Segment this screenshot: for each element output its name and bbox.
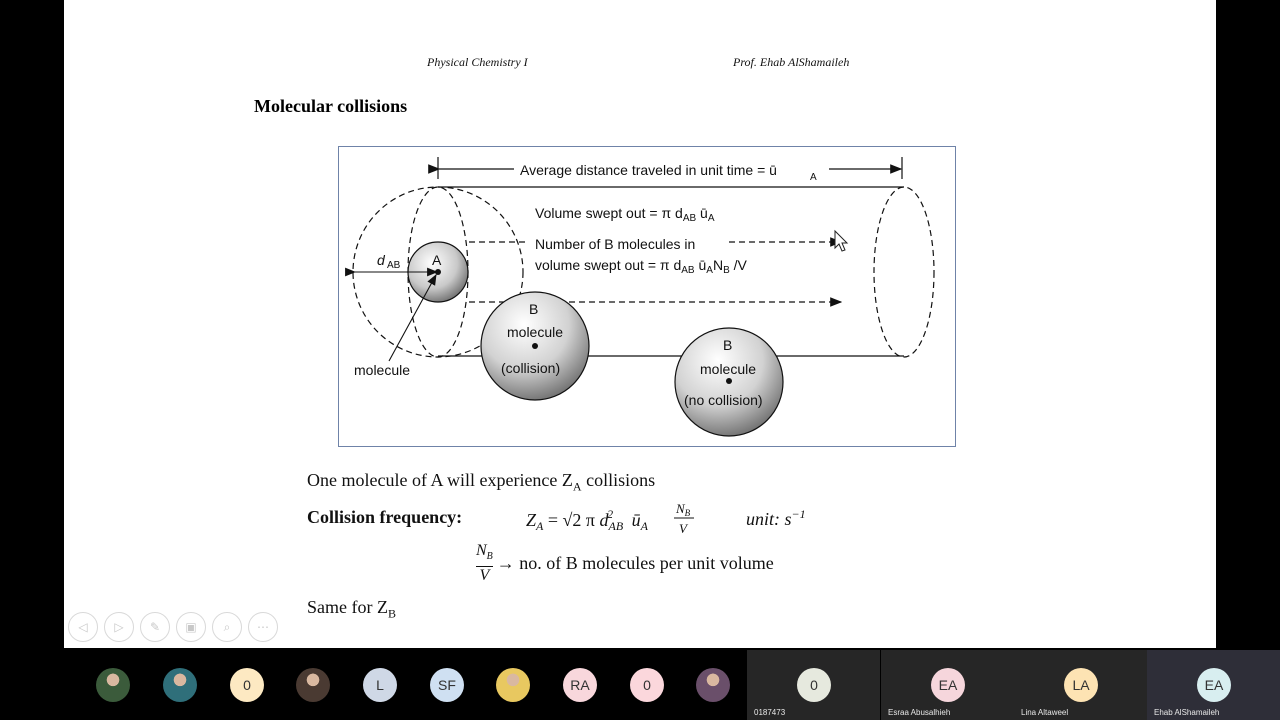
number-label-1: Number of B molecules in bbox=[535, 236, 696, 252]
participant-initials-avatar[interactable]: SF bbox=[430, 668, 464, 702]
tile-participant-name: Ehab AlShamaileh bbox=[1154, 708, 1220, 717]
participant-tile[interactable] bbox=[1147, 650, 1280, 720]
slide-canvas bbox=[64, 0, 1216, 648]
unit-label: unit: $s^{-1}$ bbox=[746, 507, 806, 529]
collision-figure bbox=[338, 146, 956, 447]
nbv-definition: $\frac{N_B}{V}$ → no. of B molecules per unit volume bbox=[476, 542, 774, 585]
dab-label: d bbox=[377, 252, 385, 268]
collision-frequency-equation bbox=[526, 502, 726, 545]
participant-photo-avatar[interactable] bbox=[496, 668, 530, 702]
svg-text:NB: $N_B$ bbox=[676, 502, 691, 518]
distance-label: Average distance traveled in unit time = ū bbox=[520, 162, 777, 178]
tile-participant-name: Esraa Abusalhieh bbox=[888, 708, 951, 717]
mouse-cursor-icon bbox=[835, 231, 847, 251]
collision-label: (collision) bbox=[501, 360, 561, 376]
zoom-icon[interactable]: ⌕ bbox=[212, 612, 242, 642]
tile-avatar: EA bbox=[1197, 668, 1231, 702]
tile-avatar: LA bbox=[1064, 668, 1098, 702]
no-collision-label: (no collision) bbox=[684, 392, 763, 408]
presentation-toolbar bbox=[68, 612, 278, 646]
participant-initials-avatar[interactable]: L bbox=[363, 668, 397, 702]
prev-icon[interactable]: ◁ bbox=[68, 612, 98, 642]
participant-tile[interactable] bbox=[1014, 650, 1147, 720]
number-label-2: volume swept out = π $d_{AB}$ $ū_AN_B$ /V bbox=[535, 257, 747, 276]
tile-avatar: 0 bbox=[797, 668, 831, 702]
collision-frequency-label: Collision frequency: bbox=[307, 507, 463, 527]
tile-participant-name: Lina Altaweel bbox=[1021, 708, 1069, 717]
svg-text:AB: AB bbox=[387, 260, 401, 271]
participant-tile[interactable] bbox=[747, 650, 880, 720]
svg-text:B: B bbox=[723, 337, 733, 353]
a-label: A bbox=[432, 252, 442, 268]
more-icon[interactable]: ⋯ bbox=[248, 612, 278, 642]
participant-photo-avatar[interactable] bbox=[163, 668, 197, 702]
slides-icon[interactable]: ▣ bbox=[176, 612, 206, 642]
participant-photo-avatar[interactable] bbox=[296, 668, 330, 702]
svg-text:B: B bbox=[529, 301, 539, 317]
slide-title: Molecular collisions bbox=[254, 96, 408, 116]
header-author: Prof. Ehab AlShamaileh bbox=[733, 55, 850, 69]
svg-text:molecule: molecule bbox=[507, 324, 564, 340]
participant-initials-avatar[interactable]: 0 bbox=[230, 668, 264, 702]
pen-icon[interactable]: ✎ bbox=[140, 612, 170, 642]
next-icon[interactable]: ▷ bbox=[104, 612, 134, 642]
same-for-line: Same for $Z_B$ bbox=[307, 597, 396, 621]
svg-text:ZA = √2 π dAB2 ūA: $Z_A = √2$ π $d_{AB}2$ $ū_A$ bbox=[526, 507, 648, 533]
tile-avatar: EA bbox=[931, 668, 965, 702]
volume-label: Volume swept out = π $d_{AB}$ $ū_A$ bbox=[535, 205, 715, 224]
svg-text:molecule: molecule bbox=[700, 361, 757, 377]
participant-initials-avatar[interactable]: RA bbox=[563, 668, 597, 702]
molecule-label: molecule bbox=[354, 362, 411, 378]
text-line-za: One molecule of A will experience $Z_A$ collisions bbox=[307, 470, 656, 494]
svg-text:V: V bbox=[679, 521, 687, 536]
participant-photo-avatar[interactable] bbox=[96, 668, 130, 702]
participant-tile[interactable] bbox=[881, 650, 1014, 720]
header-course: Physical Chemistry I bbox=[427, 55, 528, 69]
tile-participant-name: 0187473 bbox=[754, 708, 786, 717]
participant-initials-avatar[interactable]: 0 bbox=[630, 668, 664, 702]
participant-photo-avatar[interactable] bbox=[696, 668, 730, 702]
svg-text:A: A bbox=[810, 172, 817, 183]
